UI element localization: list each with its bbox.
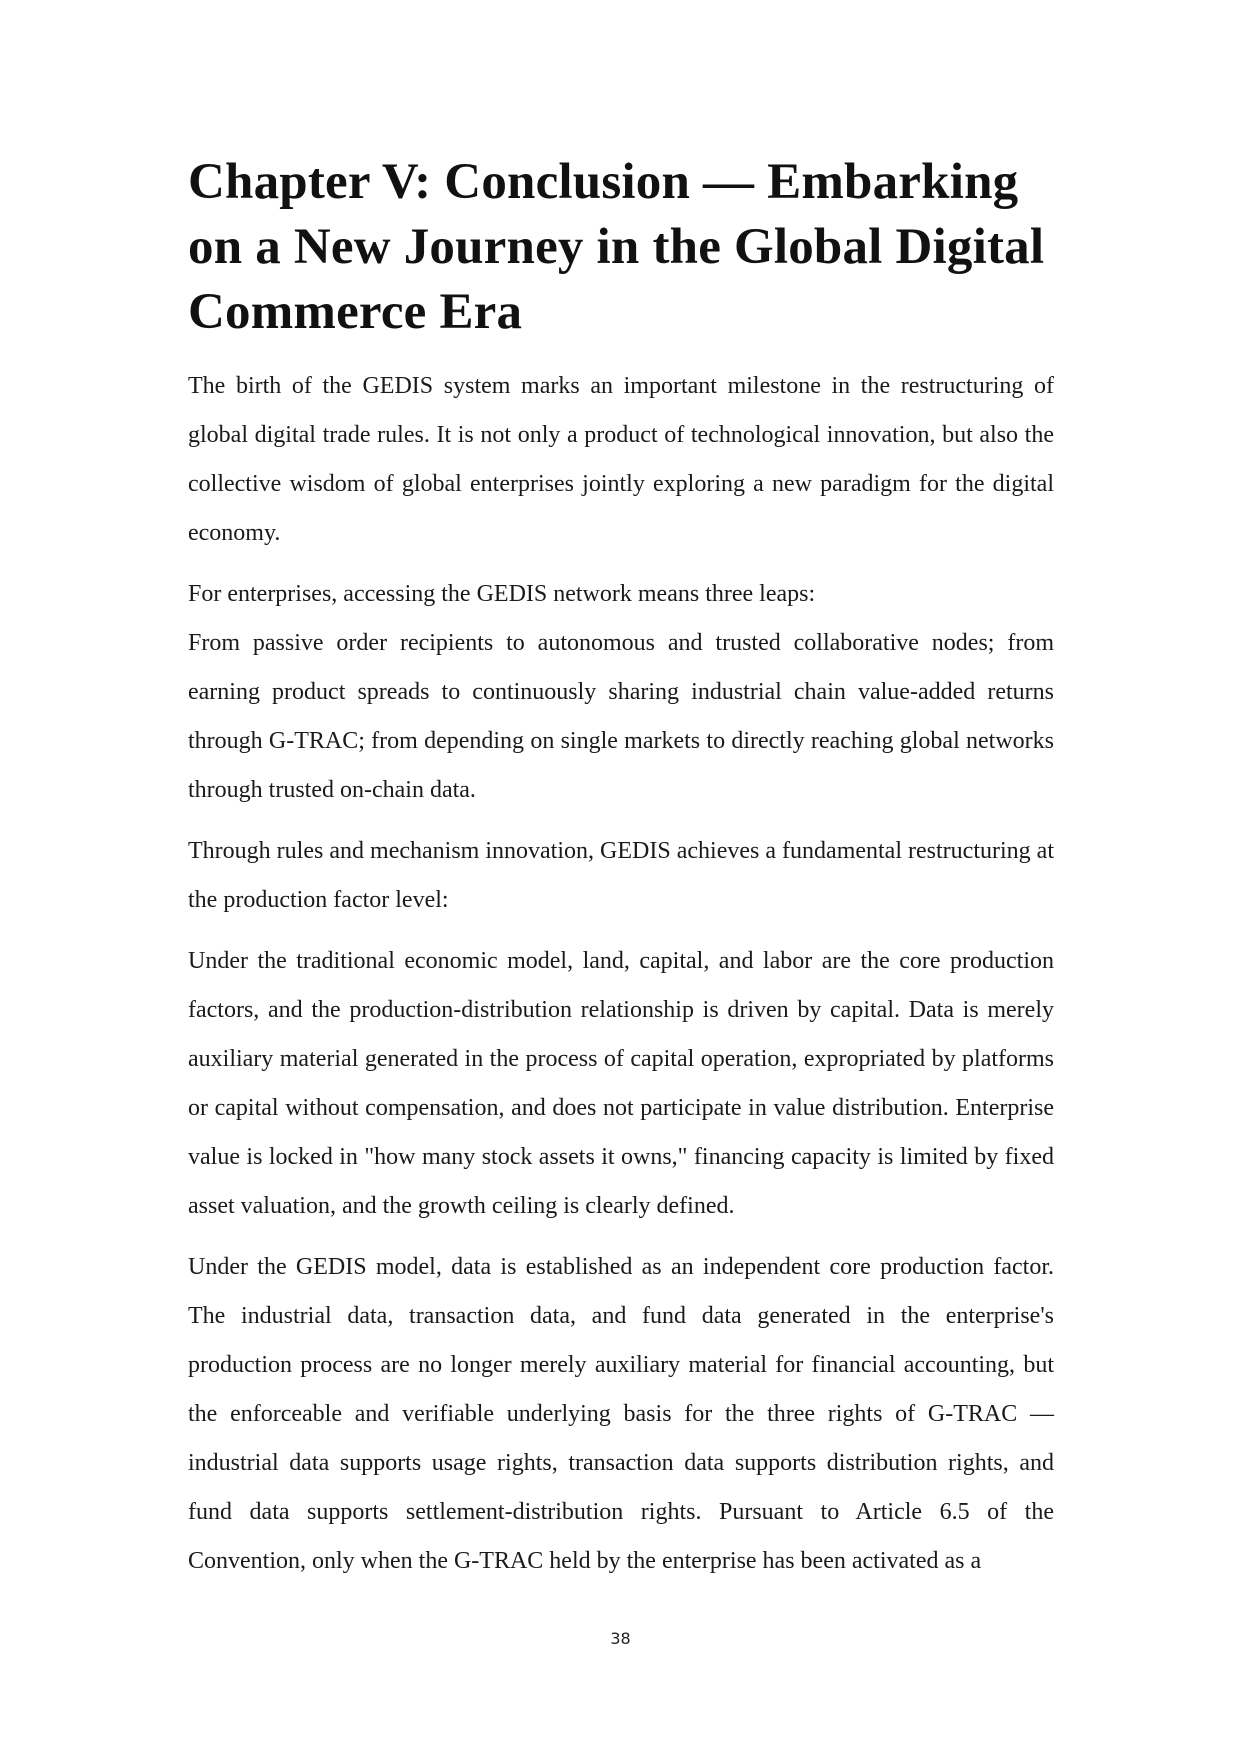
- page-number: 38: [610, 1629, 631, 1648]
- paragraph: Under the GEDIS model, data is established as an independent core production factor. The industrial data, transaction data, and fund data generated in the enterprise's production process are no longer merely auxiliary material for financial accounting, but the enforceable and verifiable underlying basis for the three rights of G-TRAC — industrial data supports usage rights, transaction data supports distribution rights, and fund data supports settlement-distribution rights. Pursuant to Article 6.5 of the Convention, only when the G-TRAC held by the enterprise has been activated as a: [188, 1254, 1054, 1574]
- paragraph: For enterprises, accessing the GEDIS network means three leaps:: [188, 581, 816, 607]
- paragraph: Under the traditional economic model, land, capital, and labor are the core production factors, and the production-distribution relationship is driven by capital. Data is merely auxiliary material generated in the process of capital operation, expropriated by platforms or capital without compensation, and does not participate in value distribution. Enterprise value is locked in "how many stock assets it owns," financing capacity is limited by fixed asset valuation, and the growth ceiling is clearly defined.: [188, 948, 1054, 1219]
- body-text: [188, 362, 1054, 1586]
- paragraph: From passive order recipients to autonomous and trusted collaborative nodes; from earning product spreads to continuously sharing industrial chain value-added returns through G-TRAC; from depending on single markets to directly reaching global networks through trusted on-chain data.: [188, 630, 1054, 803]
- paragraph: The birth of the GEDIS system marks an important milestone in the restructuring of global digital trade rules. It is not only a product of technological innovation, but also the collective wisdom of global enterprises jointly exploring a new paradigm for the digital economy.: [188, 373, 1054, 546]
- paragraph: Through rules and mechanism innovation, GEDIS achieves a fundamental restructuring at the production factor level:: [188, 838, 1054, 913]
- page-content: [188, 150, 1054, 1598]
- chapter-title: Chapter V: Conclusion — Embarking on a New Journey in the Global Digital Commerce Era: [188, 154, 1045, 340]
